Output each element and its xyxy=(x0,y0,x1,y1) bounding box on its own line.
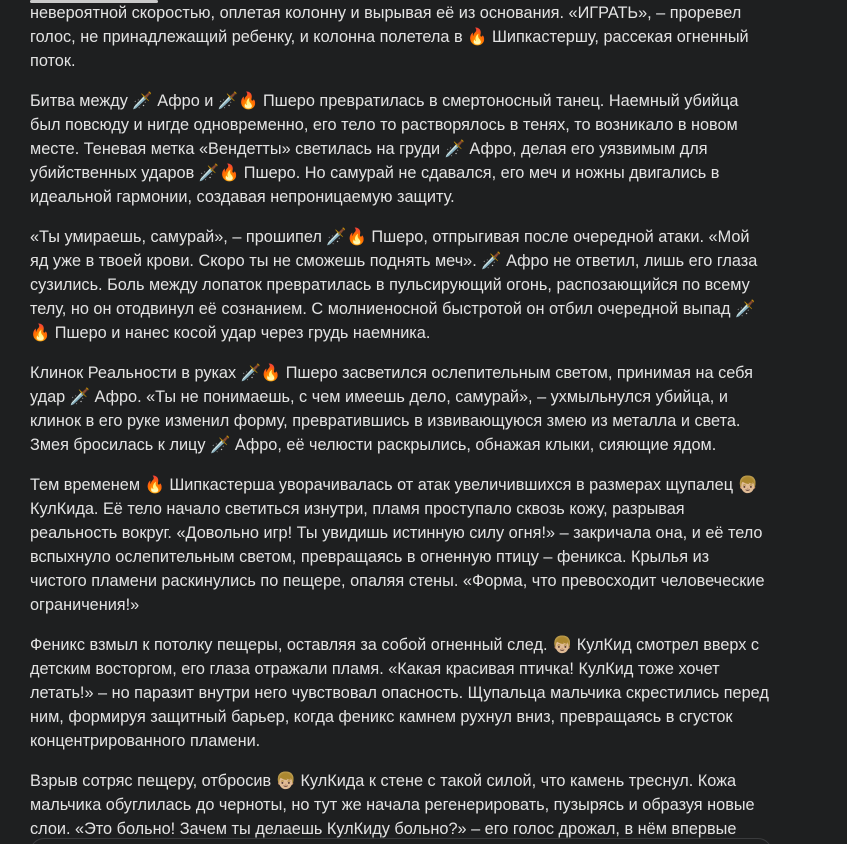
story-paragraph: Феникс взмыл к потолку пещеры, оставляя за собой огненный след. 👦🏼 КулКид смотрел вверх с детским восторгом, его глаза отражали пламя. «Какая красивая птичка! КулКид тоже хочет летать!» – но паразит внутри него чувствовал опасность. Щупальца мальчика скрестились перед ним, формируя защитный барьер, когда феникс камнем рухнул вниз, превращаясь в сгусток концентрированного пламени. xyxy=(30,636,769,750)
assistant-message xyxy=(30,0,770,844)
story-paragraph: «Ты умираешь, самурай», – прошипел 🗡️🔥 Пшеро, отпрыгивая после очередной атаки. «Мой яд уже в твоей крови. Скоро ты не сможешь поднять меч». 🗡️ Афро не ответил, лишь его глаза сузились. Боль между лопаток превратилась в пульсирующий огонь, распозающийся по всему телу, но он отодвинул её сознанием. С молниеносной быстротой он отбил очередной выпад 🗡️🔥 Пшеро и нанес косой удар через грудь наемника. xyxy=(30,228,758,342)
story-paragraph: Битва между 🗡️ Афро и 🗡️🔥 Пшеро превратилась в смертоносный танец. Наемный убийца был повсюду и нигде одновременно, его тело то растворялось в тенях, то возникало в новом месте. Теневая метка «Вендетты» светилась на груди 🗡️ Афро, делая его уязвимым для убийственных ударов 🗡️🔥 Пшеро. Но самурай не сдавался, его меч и ножны двигались в идеальной гармонии, создавая непроницаемую защиту. xyxy=(30,92,739,206)
message-composer-edge[interactable] xyxy=(30,838,772,844)
story-paragraph: невероятной скоростью, оплетая колонну и вырывая её из основания. «ИГРАТЬ», – проревел голос, не принадлежащий ребенку, и колонна полетела в 🔥 Шипкастершу, рассекая огненный поток. xyxy=(30,4,749,70)
story-paragraph: Тем временем 🔥 Шипкастерша уворачивалась от атак увеличившихся в размерах щупалец 👦🏼 КулКида. Её тело начало светиться изнутри, пламя проступало сквозь кожу, разрывая реальность вокруг. «Довольно игр! Ты увидишь истинную силу огня!» – закричала она, и её тело вспыхнуло ослепительным светом, превращаясь в огненную птицу – феникса. Крылья из чистого пламени раскинулись по пещере, опаляя стены. «Форма, что превосходит человеческие ограничения!» xyxy=(30,476,765,614)
story-paragraph: Взрыв сотряс пещеру, отбросив 👦🏼 КулКида к стене с такой силой, что камень треснул. Кожа мальчика обуглилась до черноты, но тут же начала регенерировать, пузырясь и образуя новые слои. «Это больно! Зачем ты делаешь КулКиду больно?» – его голос дрожал, в нём впервые xyxy=(30,772,755,838)
story-paragraph: Клинок Реальности в руках 🗡️🔥 Пшеро засветился ослепительным светом, принимая на себя удар 🗡️ Афро. «Ты не понимаешь, с чем имеешь дело, самурай», – ухмыльнулся убийца, и клинок в его руке изменил форму, превратившись в извивающуюся змею из металла и света. Змея бросилась к лицу 🗡️ Афро, её челюсти раскрылись, обнажая клыки, сияющие ядом. xyxy=(30,364,753,454)
